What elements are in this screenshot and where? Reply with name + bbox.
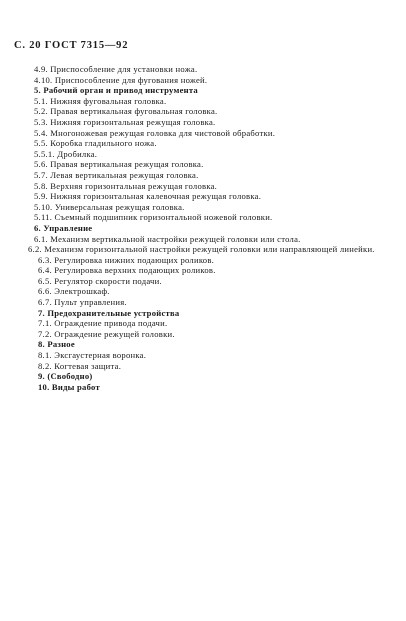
list-item-5-9: 5.9. Нижняя горизонтальная калевочная режущая головка.: [34, 191, 262, 202]
section-list: [24, 64, 396, 392]
section-heading-8: 8. Разное: [38, 339, 75, 350]
section-heading-7: 7. Предохранительные устройства: [38, 307, 180, 318]
list-item-5-7: 5.7. Левая вертикальная режущая головка.: [34, 169, 199, 180]
list-item-4-10: 4.10. Приспособление для фугования ножей.: [34, 74, 208, 85]
list-item-4-9: 4.9. Приспособление для установки ножа.: [34, 64, 198, 74]
list-item-5-5: 5.5. Коробка гладильного ножа.: [34, 138, 157, 149]
list-item-6-6: 6.6. Электрошкаф.: [38, 286, 110, 297]
list-item-8-2: 8.2. Когтевая защита.: [38, 360, 122, 371]
list-item-8-1: 8.1. Эксгаустерная воронка.: [38, 350, 147, 361]
section-heading-6: 6. Управление: [34, 222, 93, 233]
list-item-6-5: 6.5. Регулятор скорости подачи.: [38, 275, 162, 286]
list-item-5-6: 5.6. Правая вертикальная режущая головка.: [34, 159, 204, 170]
list-item-5-3: 5.3. Нижняя горизонтальная режущая головка.: [34, 116, 216, 127]
list-item-6-2: 6.2. Механизм горизонтальной настройки режущей головки или направляющей линейки.: [28, 244, 375, 255]
list-item-5-1: 5.1. Нижняя фуговальная головка.: [34, 95, 167, 106]
list-item-5-10: 5.10. Универсальная режущая головка.: [34, 201, 185, 212]
list-item-7-2: 7.2. Ограждение режущей головки.: [38, 328, 175, 339]
list-item-5-2: 5.2. Правая вертикальная фуговальная головка.: [34, 106, 218, 117]
list-item-6-3: 6.3. Регулировка нижних подающих роликов.: [38, 254, 215, 265]
list-item-6-4: 6.4. Регулировка верхних подающих роликов.: [38, 265, 216, 276]
list-item-5-4: 5.4. Многоножевая режущая головка для чистовой обработки.: [34, 127, 276, 138]
list-item-6-7: 6.7. Пульт управления.: [38, 297, 127, 308]
section-heading-5: 5. Рабочий орган и привод инструмента: [34, 85, 198, 96]
page-header: С. 20 ГОСТ 7315—92: [14, 40, 129, 51]
list-item-5-11: 5.11. Съемный подшипник горизонтальной ножевой головки.: [34, 212, 273, 223]
list-item-6-1: 6.1. Механизм вертикальной настройки режущей головки или стола.: [34, 233, 301, 244]
list-item-5-8: 5.8. Верхняя горизонтальная режущая головка.: [34, 180, 218, 191]
section-heading-9: 9. (Свободно): [38, 371, 93, 382]
section-heading-10: 10. Виды работ: [38, 381, 100, 392]
list-item-7-1: 7.1. Ограждение привода подачи.: [38, 318, 168, 329]
list-item-5-5-1: 5.5.1. Дробилка.: [34, 148, 98, 159]
